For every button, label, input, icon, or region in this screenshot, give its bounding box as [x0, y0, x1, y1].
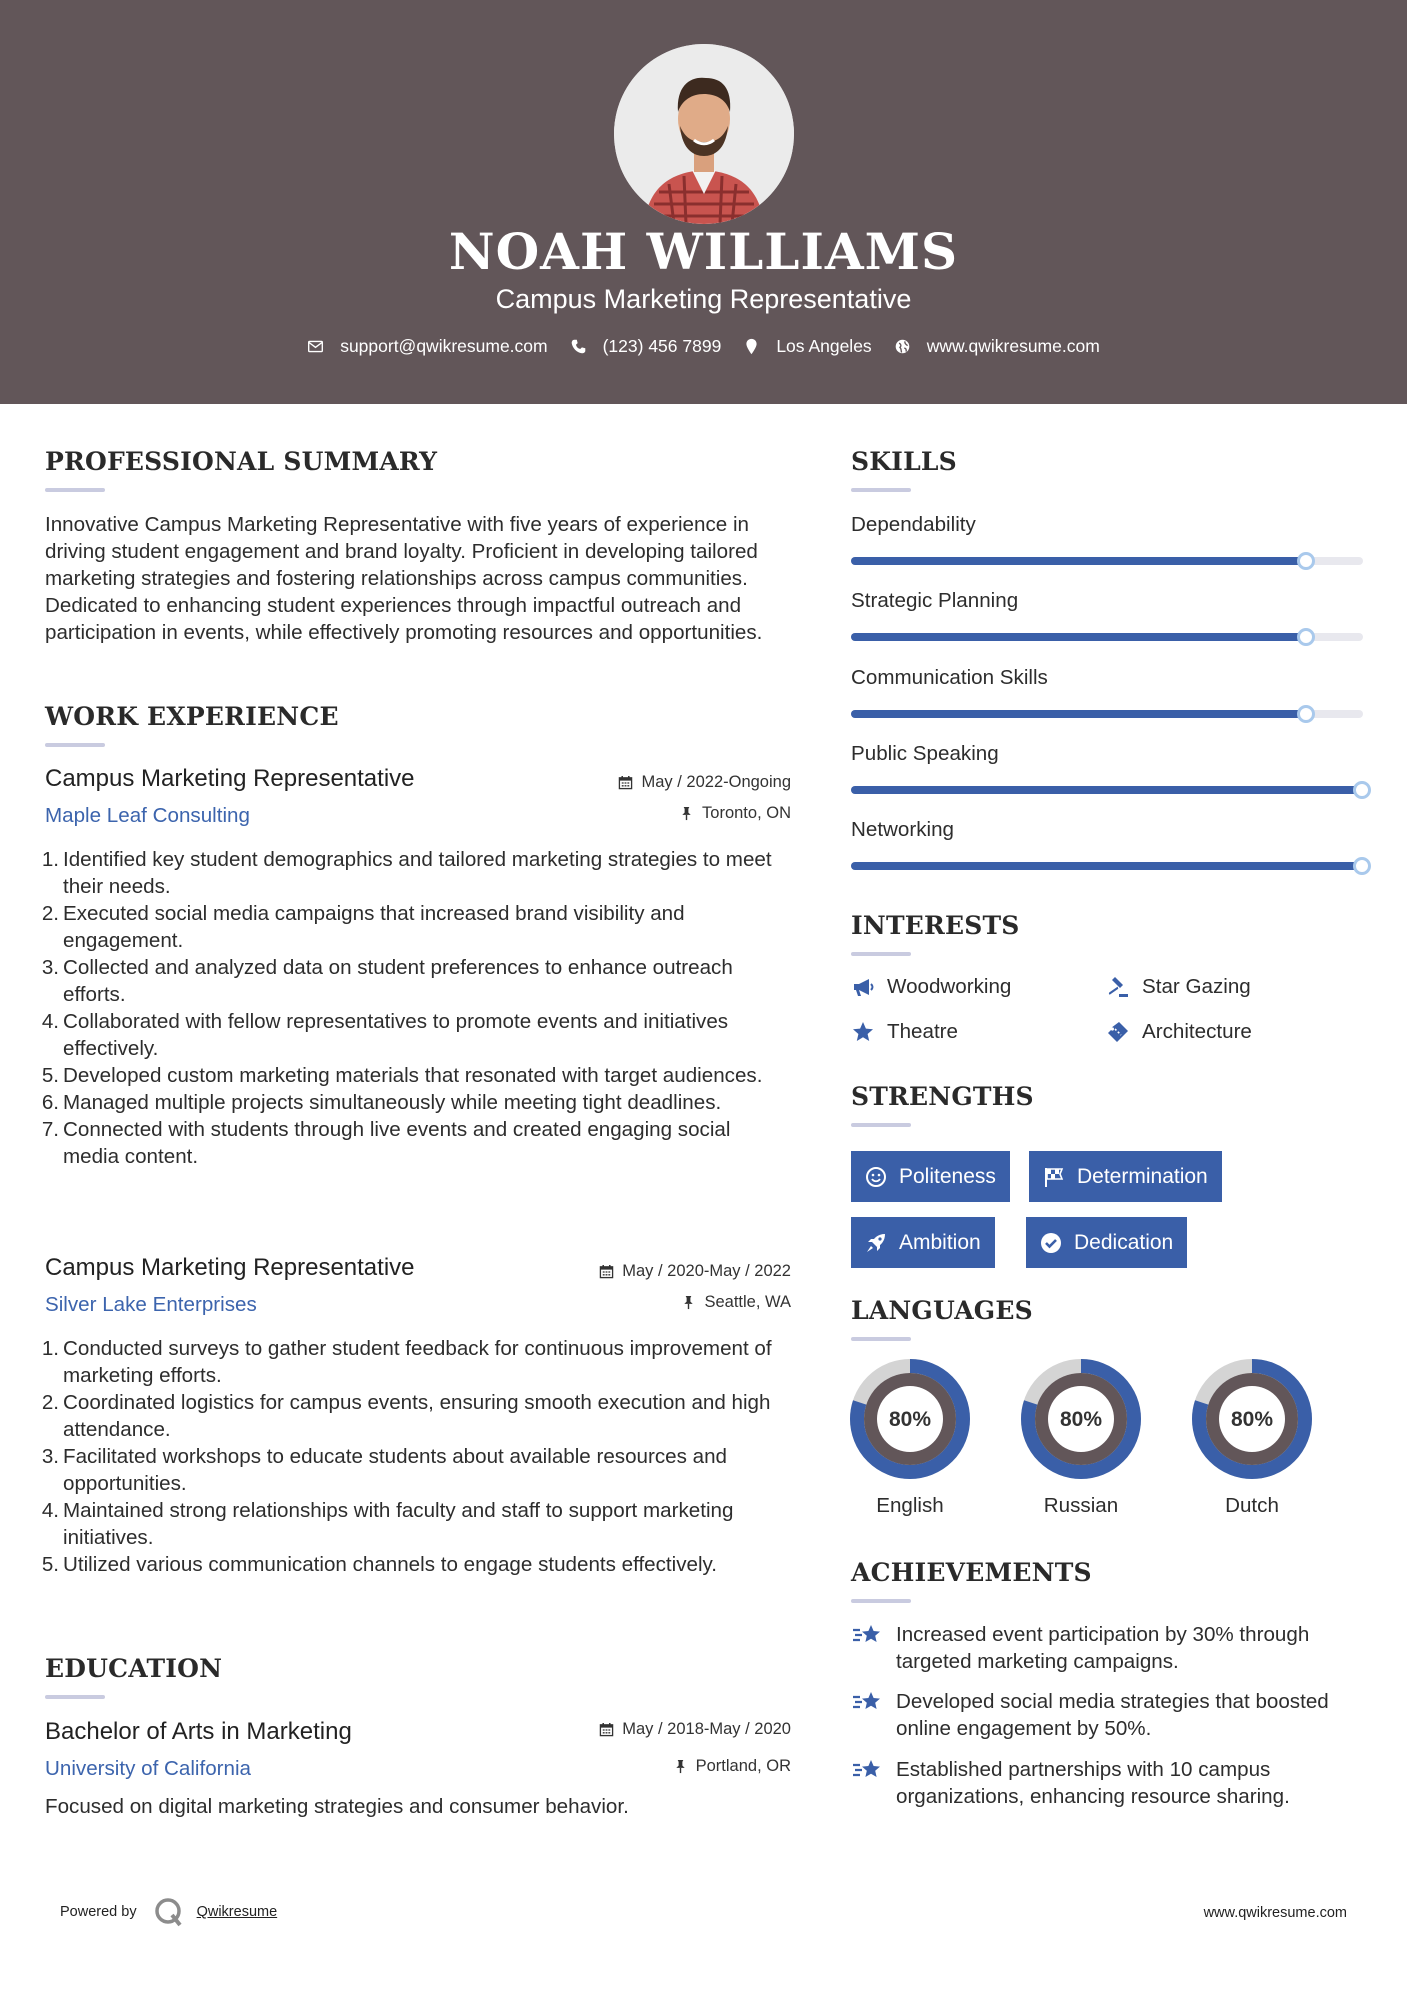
language-donut: [1020, 1358, 1142, 1480]
job-2-location: [681, 1293, 791, 1312]
footer-branding: [60, 1896, 277, 1928]
skill-bar-fill: [851, 557, 1307, 565]
education-location: [673, 1757, 791, 1776]
megaphone-icon: [851, 975, 875, 999]
brand-link[interactable]: Qwikresume: [196, 1904, 278, 1920]
language-item: [849, 1358, 971, 1518]
skill-bar-knob: [1353, 781, 1371, 799]
flag-icon: [1043, 1166, 1065, 1188]
skill-label: Public Speaking: [851, 742, 999, 765]
calendar-icon: [599, 1722, 614, 1737]
summary-rule: [45, 488, 105, 492]
phone-text: (123) 456 7899: [602, 336, 722, 356]
job-1-location-text: Toronto, ON: [702, 804, 791, 822]
job-2-dates-text: May / 2020-May / 2022: [622, 1262, 791, 1280]
job-2-company: Silver Lake Enterprises: [45, 1293, 257, 1316]
envelope-icon: [307, 338, 324, 355]
skill-bar-fill: [851, 786, 1363, 794]
profile-photo: [614, 44, 794, 224]
strengths-heading: STRENGTHS: [851, 1082, 1034, 1111]
list-item: 4. Collaborated with fellow representatives to promote events and initiatives effectively.: [41, 1010, 729, 1060]
strength-tag: [851, 1151, 1010, 1202]
achievement-item: [851, 1756, 1371, 1810]
experience-heading: WORK EXPERIENCE: [45, 702, 339, 731]
job-1-title: Campus Marketing Representative: [45, 765, 415, 792]
list-item: 7. Connected with students through live events and created engaging social media content.: [41, 1118, 731, 1168]
smile-icon: [865, 1166, 887, 1188]
strength-label: Politeness: [899, 1164, 996, 1188]
interest-label: Architecture: [1142, 1020, 1252, 1043]
pushpin-icon: [681, 1295, 696, 1310]
language-item: [1020, 1358, 1142, 1518]
education-dates-text: May / 2018-May / 2020: [622, 1720, 791, 1738]
globe-icon: [894, 338, 911, 355]
job-1-company: Maple Leaf Consulting: [45, 804, 250, 827]
strengths-rule: [851, 1123, 911, 1127]
skill-bar-fill: [851, 710, 1307, 718]
interest-label: Theatre: [887, 1020, 958, 1043]
degree-title: Bachelor of Arts in Marketing: [45, 1718, 352, 1745]
education-dates: [599, 1720, 791, 1739]
languages-rule: [851, 1337, 911, 1341]
skill-bar: [851, 862, 1363, 870]
interests-heading: INTERESTS: [851, 911, 1020, 940]
language-name: English: [876, 1494, 944, 1517]
job-2-title: Campus Marketing Representative: [45, 1254, 415, 1281]
list-item: 3. Collected and analyzed data on student preferences to enhance outreach efforts.: [41, 956, 733, 1006]
qwikresume-logo-icon: [153, 1896, 185, 1928]
language-percent: 80%: [1059, 1408, 1103, 1431]
list-item: 4. Maintained strong relationships with faculty and staff to support marketing initiatives.: [41, 1499, 734, 1549]
summary-heading: PROFESSIONAL SUMMARY: [45, 447, 438, 476]
star-icon: [851, 1020, 875, 1044]
language-percent: 80%: [888, 1408, 932, 1431]
list-item: 1. Identified key student demographics and tailored marketing strategies to meet their needs.: [41, 848, 772, 898]
gavel-icon: [1106, 975, 1130, 999]
job-1-location: [679, 804, 791, 823]
pushpin-icon: [679, 806, 694, 821]
skills-heading: SKILLS: [851, 447, 957, 476]
experience-rule: [45, 743, 105, 747]
skill-bar-knob: [1353, 857, 1371, 875]
shooting-star-icon: [851, 1754, 883, 1786]
language-donut: [1191, 1358, 1313, 1480]
check-circle-icon: [1040, 1232, 1062, 1254]
education-heading: EDUCATION: [45, 1654, 223, 1683]
education-location-text: Portland, OR: [695, 1757, 791, 1775]
calendar-icon: [599, 1264, 614, 1279]
skill-bar-fill: [851, 862, 1363, 870]
contact-email[interactable]: [307, 336, 547, 357]
contact-website[interactable]: [894, 336, 1100, 357]
list-item: 2. Executed social media campaigns that increased brand visibility and engagement.: [41, 902, 685, 952]
footer-site-link[interactable]: www.qwikresume.com: [1203, 1905, 1347, 1921]
job-2-location-text: Seattle, WA: [704, 1293, 791, 1311]
location-text: Los Angeles: [776, 336, 872, 356]
skill-label: Strategic Planning: [851, 589, 1019, 612]
list-item: 3. Facilitated workshops to educate students about available resources and opportunities.: [41, 1445, 727, 1495]
language-name: Russian: [1043, 1494, 1119, 1517]
candidate-role: Campus Marketing Representative: [495, 284, 912, 314]
skill-bar: [851, 786, 1363, 794]
skill-bar-knob: [1297, 552, 1315, 570]
strength-tag: [1026, 1217, 1187, 1268]
job-1-responsibilities: [41, 846, 790, 1170]
language-percent: 80%: [1230, 1408, 1274, 1431]
list-item: 5. Developed custom marketing materials that resonated with target audiences.: [41, 1064, 763, 1087]
strength-label: Dedication: [1074, 1230, 1174, 1254]
skill-bar-knob: [1297, 628, 1315, 646]
language-name: Dutch: [1225, 1494, 1279, 1517]
job-2-responsibilities: [41, 1335, 790, 1578]
resume-header: [0, 0, 1407, 404]
education-description: Focused on digital marketing strategies and consumer behavior.: [45, 1795, 629, 1818]
skills-rule: [851, 488, 911, 492]
languages-heading: LANGUAGES: [851, 1296, 1033, 1325]
achievement-item: [851, 1621, 1371, 1675]
achievement-text: Developed social media strategies that boosted online engagement by 50%.: [896, 1690, 1329, 1740]
pushpin-icon: [673, 1759, 688, 1774]
powered-by-text: Powered by: [60, 1904, 137, 1920]
list-item: 2. Coordinated logistics for campus events, ensuring smooth execution and high attendance.: [41, 1391, 771, 1441]
achievement-text: Increased event participation by 30% through targeted marketing campaigns.: [896, 1623, 1310, 1673]
skill-bar: [851, 710, 1363, 718]
map-pin-icon: [743, 338, 760, 355]
candidate-name: NOAH WILLIAMS: [448, 222, 959, 281]
skill-bar: [851, 633, 1363, 641]
phone-icon: [570, 338, 587, 355]
skill-label: Dependability: [851, 513, 976, 536]
job-2-dates: [599, 1262, 791, 1281]
contact-location: [743, 336, 871, 357]
job-1-dates-text: May / 2022-Ongoing: [641, 773, 791, 791]
list-item: 1. Conducted surveys to gather student feedback for continuous improvement of marketing efforts.: [41, 1337, 772, 1387]
list-item: 6. Managed multiple projects simultaneously while meeting tight deadlines.: [41, 1091, 722, 1114]
skill-label: Networking: [851, 818, 955, 841]
summary-text: Innovative Campus Marketing Representative with five years of experience in driving student engagement and brand loyalty. Proficient in developing tailored marketing strategies and fostering relationships across campus communities. Dedicated to enhancing student experiences through impactful outreach and participation in events, while effectively promoting resources and opportunities.: [45, 513, 763, 644]
contact-bar: [0, 336, 1407, 357]
interest-label: Woodworking: [887, 975, 1012, 998]
achievements-rule: [851, 1599, 911, 1603]
interest-item: [851, 1020, 958, 1044]
contact-phone[interactable]: [570, 336, 722, 357]
job-1-dates: [618, 773, 791, 792]
achievements-heading: ACHIEVEMENTS: [851, 1558, 1092, 1587]
strength-label: Ambition: [899, 1230, 981, 1254]
shooting-star-icon: [851, 1686, 883, 1718]
interest-label: Star Gazing: [1142, 975, 1251, 998]
skill-bar-fill: [851, 633, 1307, 641]
school-name: University of California: [45, 1757, 252, 1780]
achievement-text: Established partnerships with 10 campus organizations, enhancing resource sharing.: [896, 1758, 1290, 1808]
language-item: [1191, 1358, 1313, 1518]
rocket-icon: [865, 1232, 887, 1254]
interests-rule: [851, 952, 911, 956]
strength-tag: [1029, 1151, 1222, 1202]
shooting-star-icon: [851, 1619, 883, 1651]
education-rule: [45, 1695, 105, 1699]
achievement-item: [851, 1688, 1371, 1742]
interest-item: [1106, 1020, 1252, 1044]
list-item: 5. Utilized various communication channels to engage students effectively.: [41, 1553, 718, 1576]
language-donut: [849, 1358, 971, 1480]
strength-tag: [851, 1217, 995, 1268]
email-text: support@qwikresume.com: [340, 336, 548, 356]
skill-bar-knob: [1297, 705, 1315, 723]
ticket-icon: [1106, 1020, 1130, 1044]
interest-item: [1106, 975, 1251, 999]
strength-label: Determination: [1077, 1164, 1208, 1188]
calendar-icon: [618, 775, 633, 790]
skill-bar: [851, 557, 1363, 565]
interest-item: [851, 975, 1011, 999]
skill-label: Communication Skills: [851, 666, 1048, 689]
website-text: www.qwikresume.com: [926, 336, 1100, 356]
